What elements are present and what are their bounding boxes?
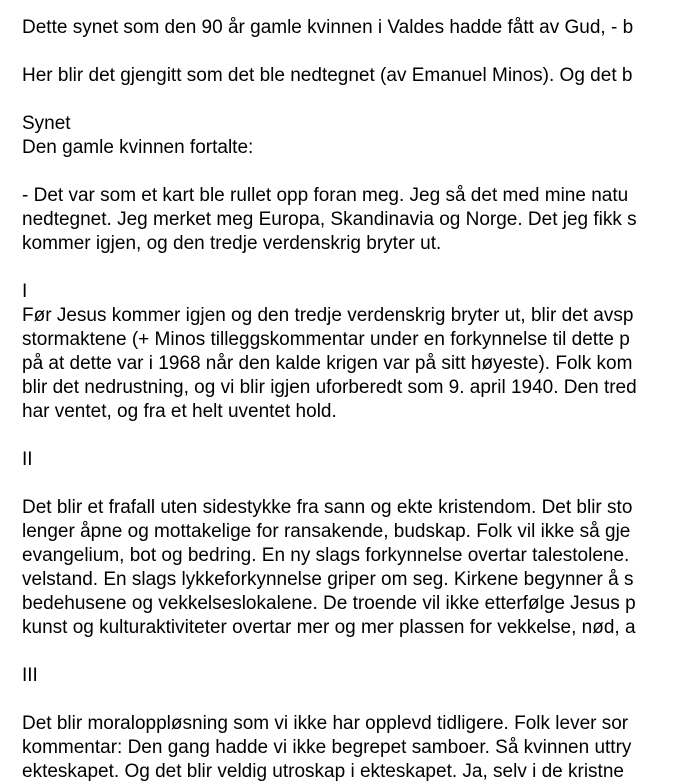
text-line: har ventet, og fra et helt uventet hold. <box>22 401 337 422</box>
text-line: velstand. En slags lykkeforkynnelse griper om seg. Kirkene begynner å s <box>22 569 634 590</box>
section-2-heading: II <box>22 449 33 470</box>
section-3-heading: III <box>22 665 38 686</box>
text-line: ekteskapet. Og det blir veldig utroskap i ekteskapet. Ja, selv i de kristne <box>22 761 624 782</box>
text-line: kunst og kulturaktiviteter overtar mer og mer plassen for vekkelse, nød, a <box>22 617 636 638</box>
synet-intro: Den gamle kvinnen fortalte: <box>22 137 254 158</box>
text-line: stormaktene (+ Minos tilleggskommentar under en forkynnelse til dette p <box>22 329 630 350</box>
section-1-heading: I <box>22 281 28 302</box>
text-line: nedtegnet. Jeg merket meg Europa, Skandinavia og Norge. Det jeg fikk s <box>22 209 637 230</box>
spacer <box>22 472 680 496</box>
text-line: Før Jesus kommer igjen og den tredje verdenskrig bryter ut, blir det avsp <box>22 305 634 326</box>
text-line: Det blir et frafall uten sidestykke fra sann og ekte kristendom. Det blir sto <box>22 497 633 518</box>
section-3 <box>22 664 680 784</box>
section-1 <box>22 280 680 424</box>
text-line: Det blir moraloppløsning som vi ikke har opplevd tidligere. Folk lever sor <box>22 713 629 734</box>
paragraph-vision <box>22 184 680 256</box>
spacer <box>22 40 680 64</box>
section-2 <box>22 448 680 640</box>
text-line: bedehusene og vekkelseslokalene. De troende vil ikke etterfølge Jesus p <box>22 593 636 614</box>
text-line: blir det nedrustning, og vi blir igjen uforberedt som 9. april 1940. Den tred <box>22 377 637 398</box>
document-body <box>22 16 680 784</box>
spacer <box>22 256 680 280</box>
spacer <box>22 88 680 112</box>
text-line: kommentar: Den gang hadde vi ikke begrepet samboer. Så kvinnen uttry <box>22 737 632 758</box>
text-line: på at dette var i 1968 når den kalde krigen var på sitt høyeste). Folk kom <box>22 353 633 374</box>
text-line: - Det var som et kart ble rullet opp foran meg. Jeg så det med mine natu <box>22 185 629 206</box>
paragraph-source: Her blir det gjengitt som det ble nedtegnet (av Emanuel Minos). Og det b <box>22 65 633 86</box>
spacer <box>22 160 680 184</box>
text-line: kommer igjen, og den tredje verdenskrig bryter ut. <box>22 233 442 254</box>
synet-title: Synet <box>22 113 71 134</box>
spacer <box>22 640 680 664</box>
text-line: evangelium, bot og bedring. En ny slags forkynnelse overtar talestolene. <box>22 545 630 566</box>
spacer <box>22 688 680 712</box>
spacer <box>22 424 680 448</box>
paragraph-intro: Dette synet som den 90 år gamle kvinnen i Valdes hadde fått av Gud, - b <box>22 17 634 38</box>
text-line: lenger åpne og mottakelige for ransakende, budskap. Folk vil ikke så gje <box>22 521 631 542</box>
